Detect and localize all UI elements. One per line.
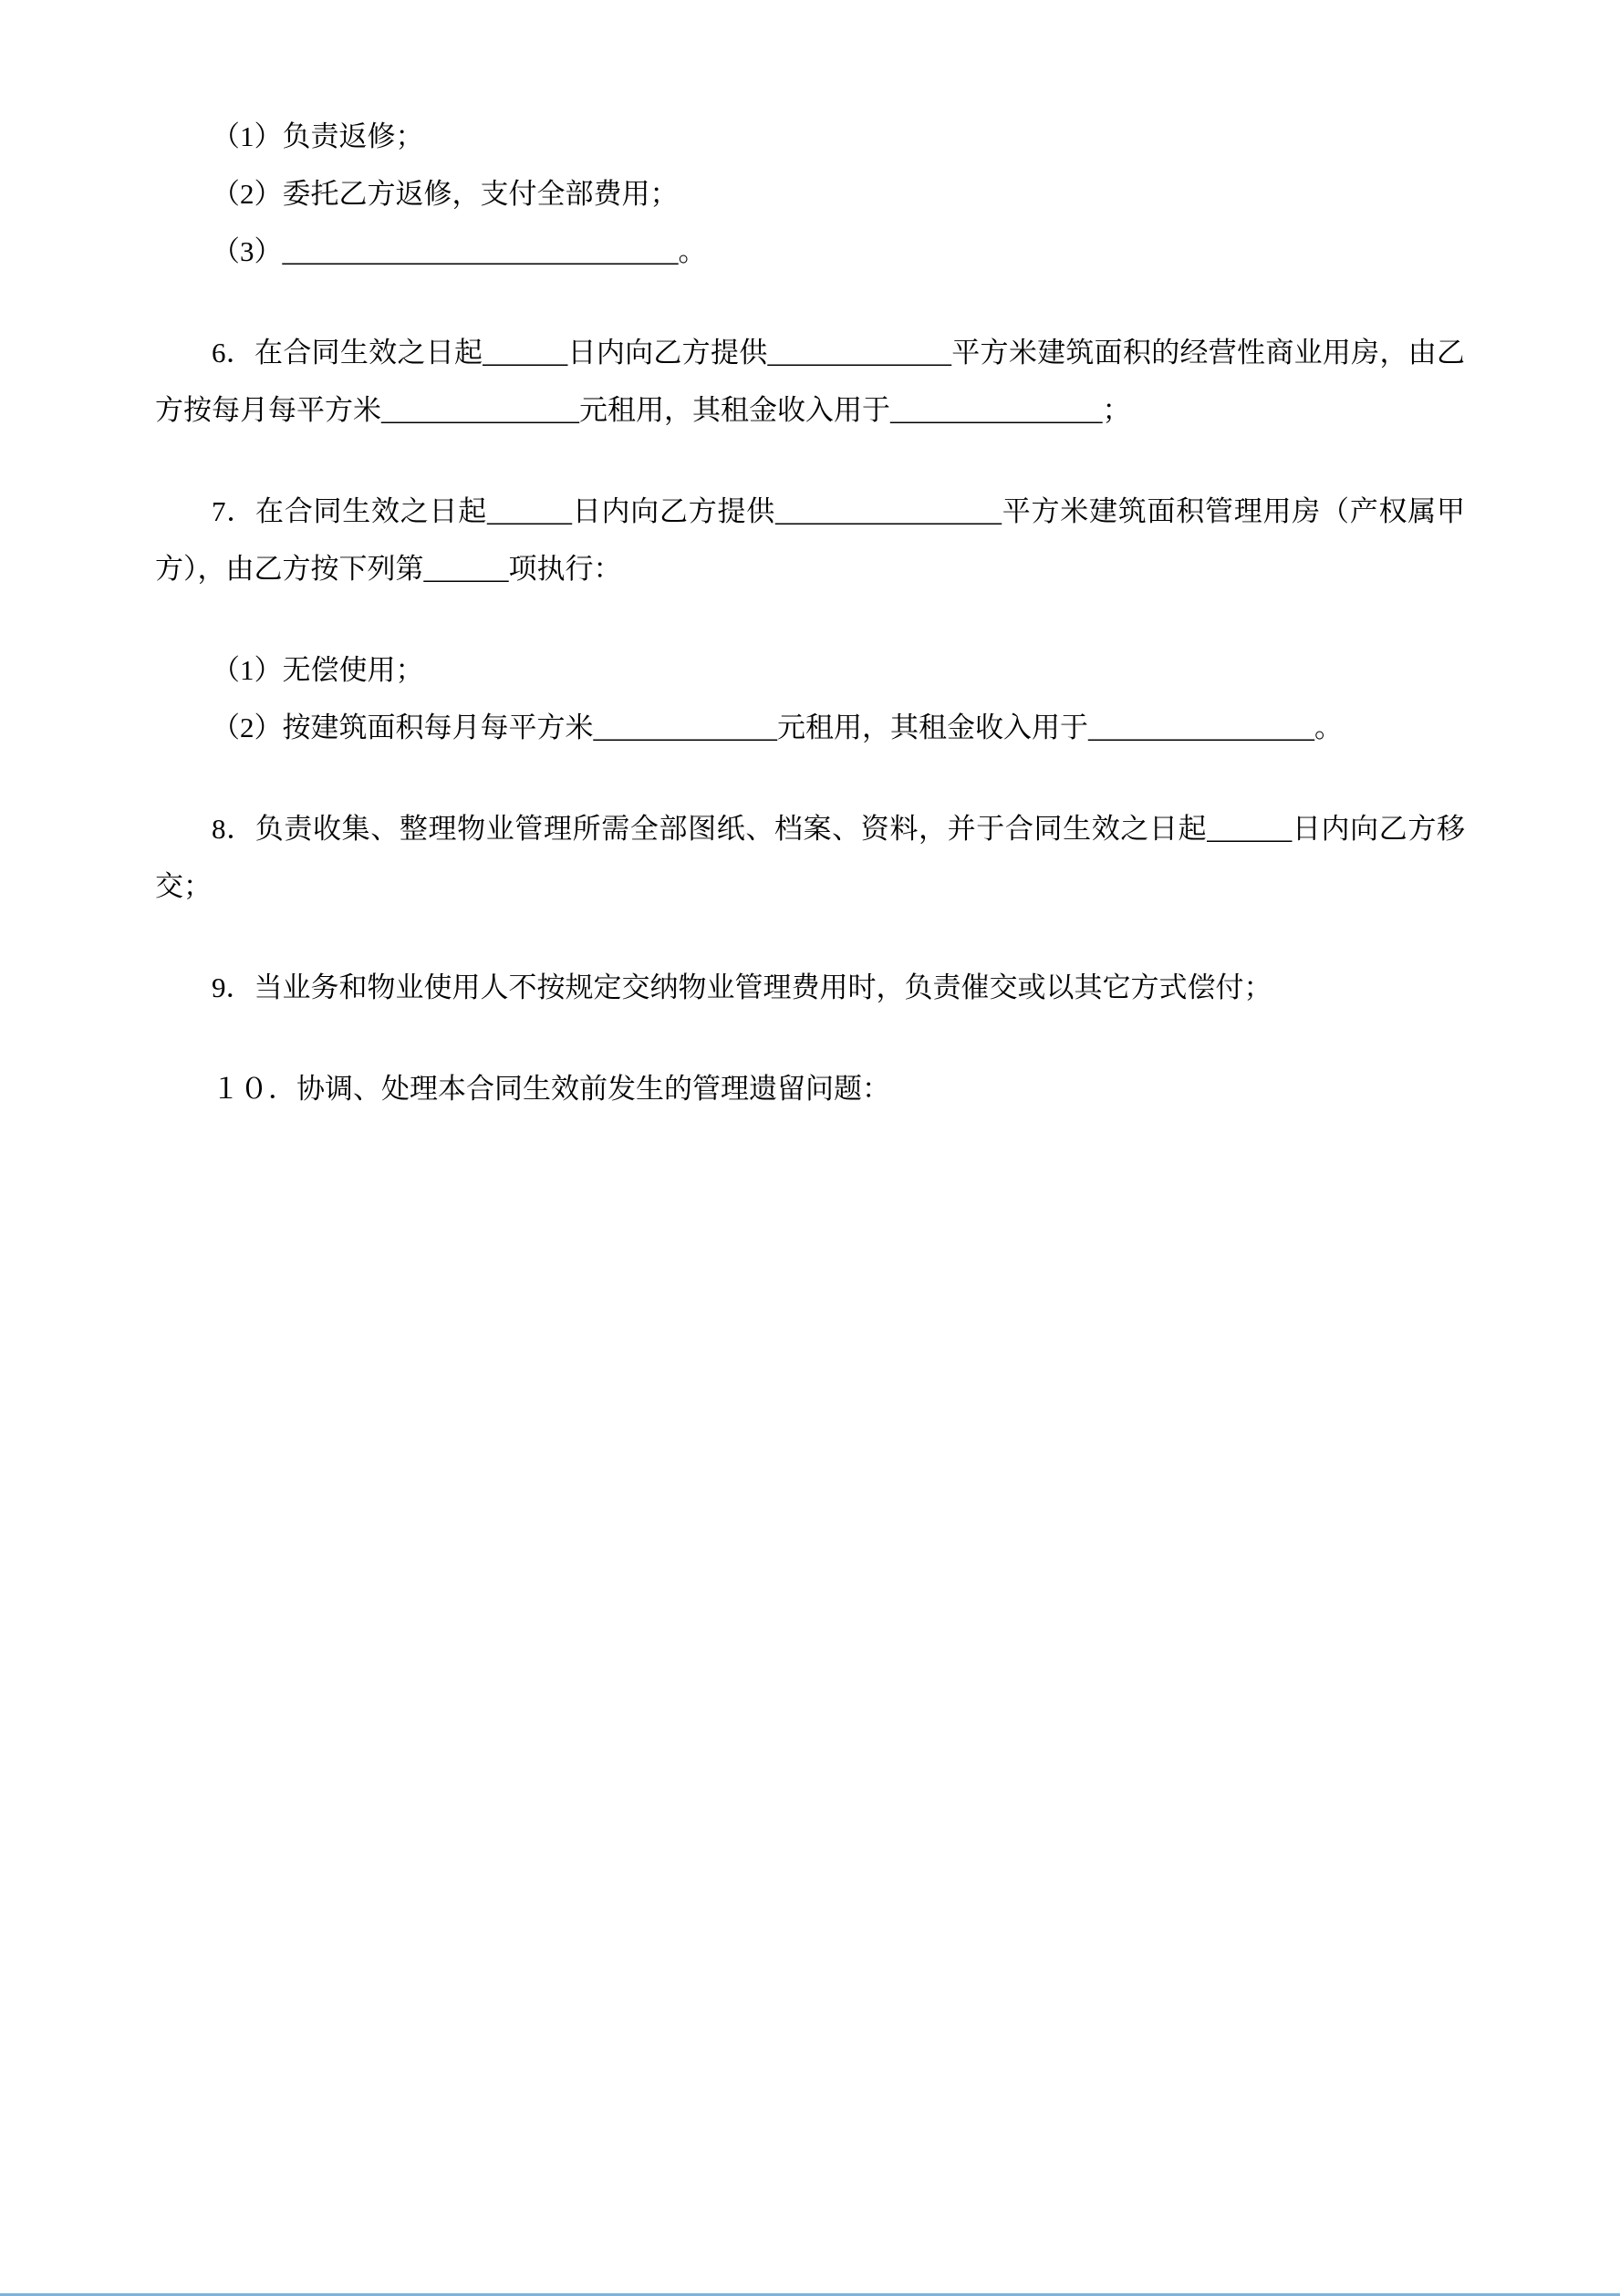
clause-6-commercial-premises: 6．在合同生效之日起______日内向乙方提供_____________平方米建筑面积的经营性商业用房，由乙方按每月每平方米______________元租用，其租金收入用于_______________；: [155, 337, 1465, 426]
clause-9-fee-collection: 9．当业务和物业使用人不按规定交纳物业管理费用时，负责催交或以其它方式偿付；: [212, 971, 1272, 1003]
clause-7-option-2: （2）按建筑面积每月每平方米_____________元租用，其租金收入用于________________。: [212, 712, 1343, 743]
clause-10-legacy-issues: １０．协调、处理本合同生效前发生的管理遗留问题：: [212, 1073, 890, 1105]
clause-8-documents-handover: 8．负责收集、整理物业管理所需全部图纸、档案、资料，并于合同生效之日起______日内向乙方移交；: [155, 813, 1465, 902]
clause-repair-option-2: （2）委托乙方返修，支付全部费用；: [212, 178, 679, 210]
clause-7-option-1: （1）无偿使用；: [212, 654, 424, 686]
clause-7-management-premises: 7．在合同生效之日起______日内向乙方提供________________平方米建筑面积管理用房（产权属甲方），由乙方按下列第______项执行：: [155, 495, 1465, 585]
clause-repair-option-1: （1）负责返修；: [212, 120, 424, 152]
clause-repair-option-3-blank: （3）____________________________。: [212, 235, 707, 267]
